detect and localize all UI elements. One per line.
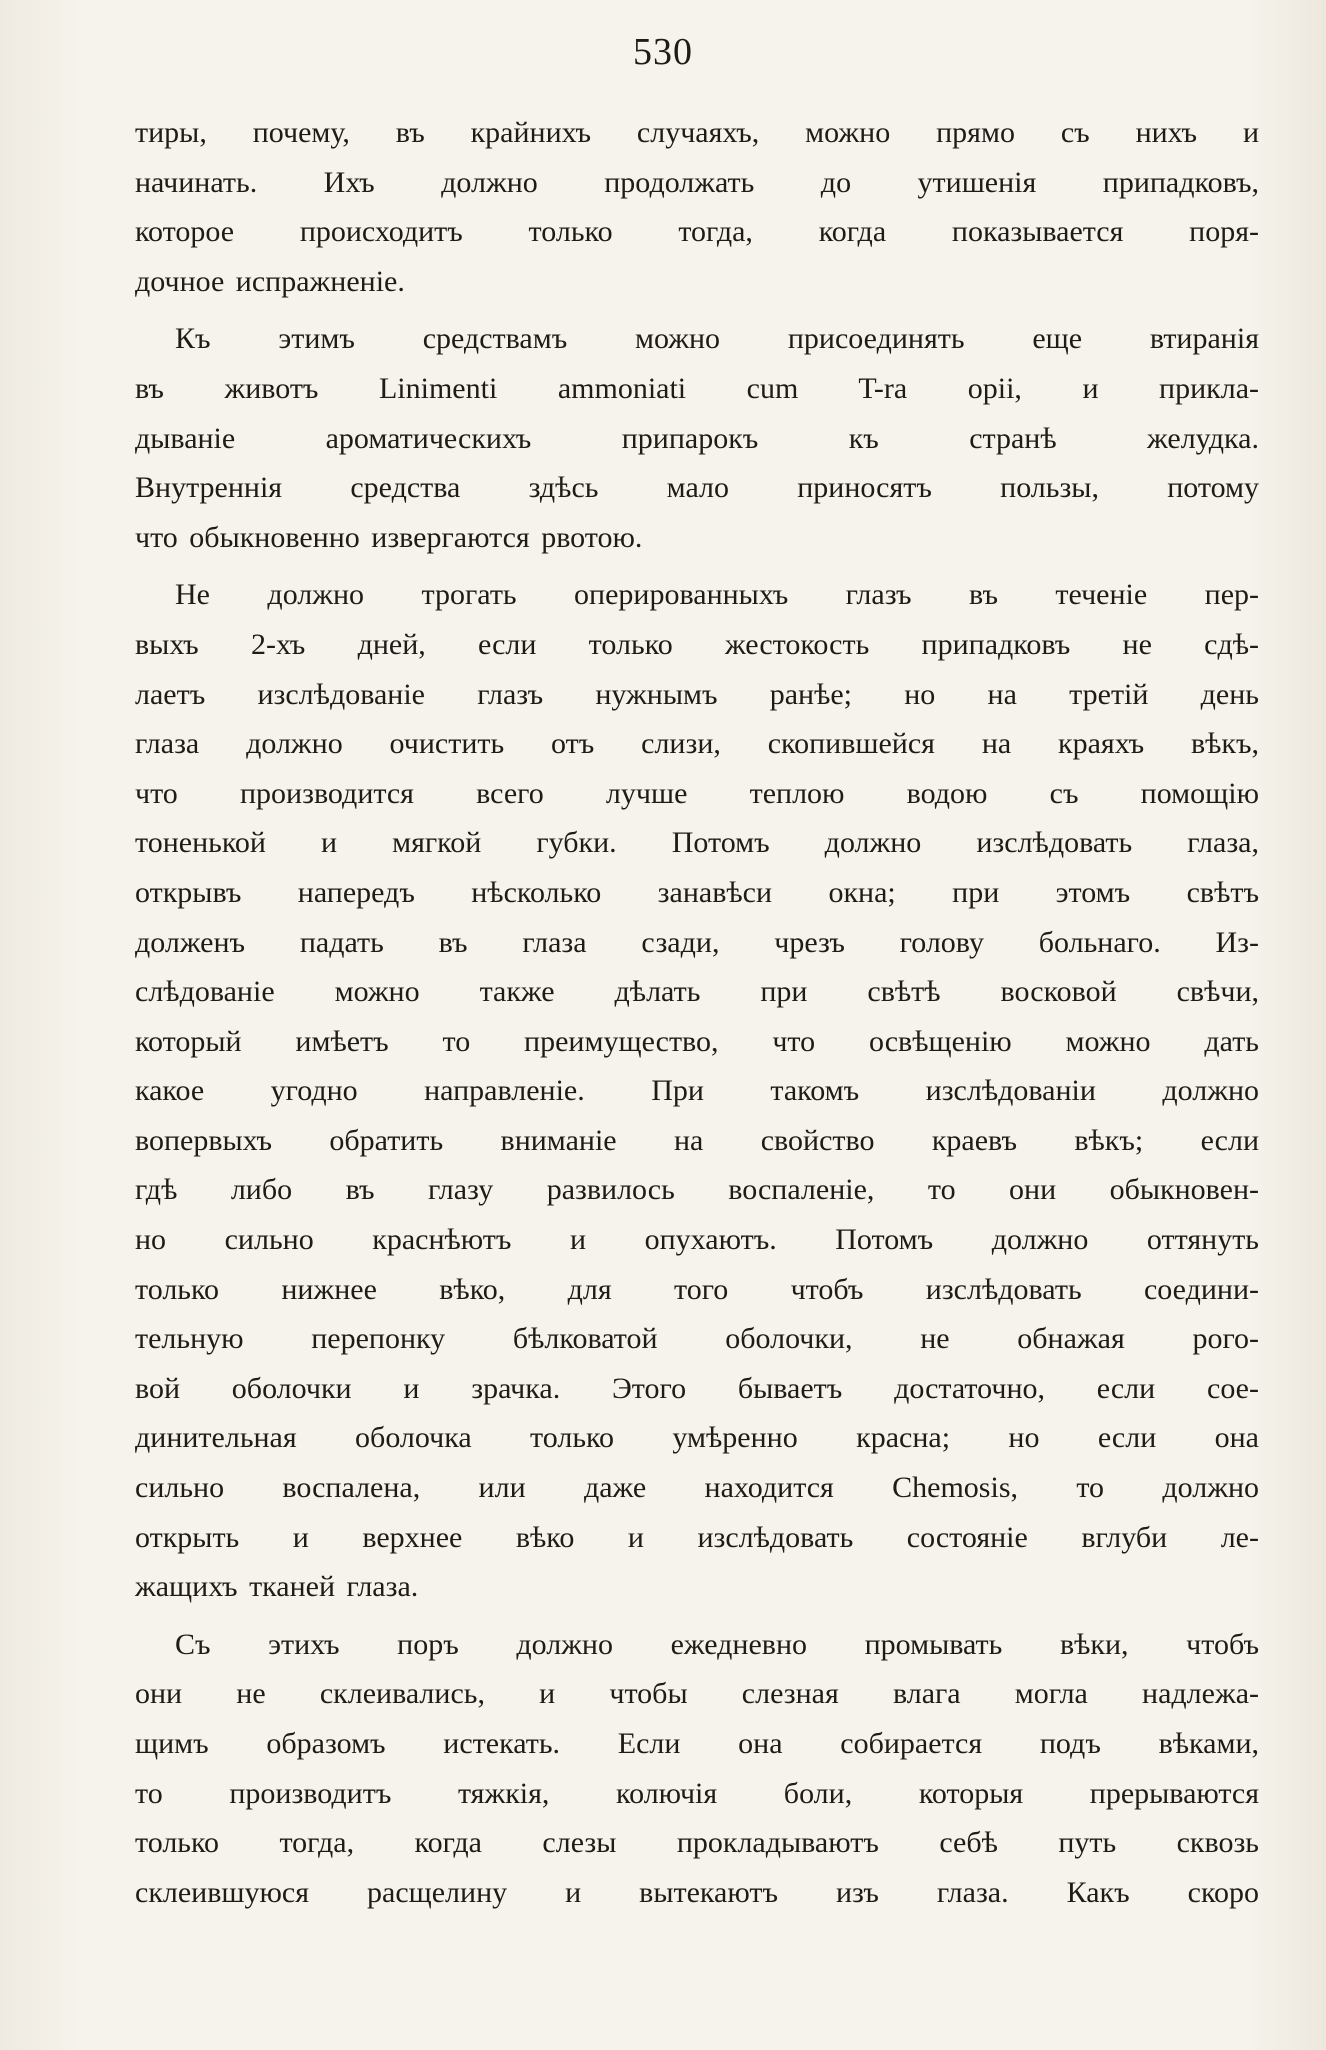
text-line: выхъ 2-хъ дней, если только жестокость припадковъ не сдѣ- — [135, 627, 1259, 661]
text-line: что обыкновенно извергаются рвотою. — [135, 520, 643, 554]
text-line: Внутреннія средства здѣсь мало приносятъ пользы, потому — [135, 471, 1259, 505]
text-line: долженъ падать въ глаза сзади, чрезъ голову больнаго. Из- — [135, 925, 1259, 959]
text-line: только нижнее вѣко, для того чтобъ изслѣдовать соедини- — [135, 1272, 1259, 1306]
paragraph-4 — [135, 1620, 1259, 1918]
text-line: вопервыхъ обратить вниманіе на свойство краевъ вѣкъ; если — [135, 1123, 1259, 1157]
text-line: динительная оболочка только умѣренно красна; но если она — [135, 1421, 1259, 1455]
text-line: лаетъ изслѣдованіе глазъ нужнымъ ранѣе; но на третій день — [135, 677, 1259, 711]
text-line: тельную перепонку бѣлковатой оболочки, не обнажая рого- — [135, 1322, 1259, 1356]
text-line: гдѣ либо въ глазу развилось воспаленіе, то они обыкновен- — [135, 1173, 1259, 1207]
text-line: они не склеивались, и чтобы слезная влага могла надлежа- — [135, 1677, 1259, 1711]
paragraph-2 — [135, 314, 1259, 562]
text-line: открыть и верхнее вѣко и изслѣдовать состояніе вглуби ле- — [135, 1520, 1259, 1554]
text-line-content: Къ этимъ средствамъ можно присоединять еще втиранія — [175, 322, 1259, 356]
text-line: открывъ напередъ нѣсколько занавѣси окна; при этомъ свѣтъ — [135, 875, 1259, 909]
text-line: тиры, почему, въ крайнихъ случаяхъ, можно прямо съ нихъ и — [135, 116, 1259, 149]
text-line — [135, 570, 1259, 620]
text-line — [135, 314, 1259, 364]
text-line-content: Съ этихъ поръ должно ежедневно промывать вѣки, чтобъ — [175, 1627, 1259, 1661]
text-line: какое угодно направленіе. При такомъ изслѣдованіи должно — [135, 1074, 1259, 1108]
text-line: только тогда, когда слезы прокладываютъ себѣ путь сквозь — [135, 1826, 1259, 1860]
text-line: сильно воспалена, или даже находится Chemosis, то должно — [135, 1471, 1259, 1505]
text-line: слѣдованіе можно также дѣлать при свѣтѣ восковой свѣчи, — [135, 975, 1259, 1009]
body-text — [135, 108, 1259, 1917]
text-line: въ животъ Linimenti ammoniati cum T-ra opii, и прикла- — [135, 371, 1259, 405]
text-line: которое происходитъ только тогда, когда показывается поря- — [135, 215, 1259, 249]
text-line: склеившуюся расщелину и вытекаютъ изъ глаза. Какъ скоро — [135, 1875, 1259, 1909]
text-line: который имѣетъ то преимущество, что освѣщенію можно дать — [135, 1024, 1259, 1058]
text-line: глаза должно очистить отъ слизи, скопившейся на краяхъ вѣкъ, — [135, 727, 1259, 761]
text-line: что производится всего лучше теплою водою съ помощію — [135, 776, 1259, 810]
paragraph-1 — [135, 108, 1259, 306]
text-line: начинать. Ихъ должно продолжать до утишенія припадковъ, — [135, 165, 1259, 199]
page-number: 530 — [633, 31, 693, 73]
text-line: дочное испражненіе. — [135, 264, 405, 298]
text-line: вой оболочки и зрачка. Этого бываетъ достаточно, если сое- — [135, 1371, 1259, 1405]
text-line: дываніе ароматическихъ припарокъ къ странѣ желудка. — [135, 421, 1259, 455]
text-line: щимъ образомъ истекать. Если она собирается подъ вѣками, — [135, 1727, 1259, 1760]
text-line: но сильно краснѣютъ и опухаютъ. Потомъ должно оттянуть — [135, 1223, 1259, 1257]
text-line-content: Не должно трогать оперированныхъ глазъ въ теченіе пер- — [175, 578, 1259, 612]
text-line: тоненькой и мягкой губки. Потомъ должно изслѣдовать глаза, — [135, 826, 1259, 860]
text-line: жащихъ тканей глаза. — [135, 1570, 419, 1604]
text-line: то производитъ тяжкія, колючія боли, которыя прерываются — [135, 1776, 1259, 1810]
paragraph-3 — [135, 570, 1259, 1611]
text-line — [135, 1620, 1259, 1670]
